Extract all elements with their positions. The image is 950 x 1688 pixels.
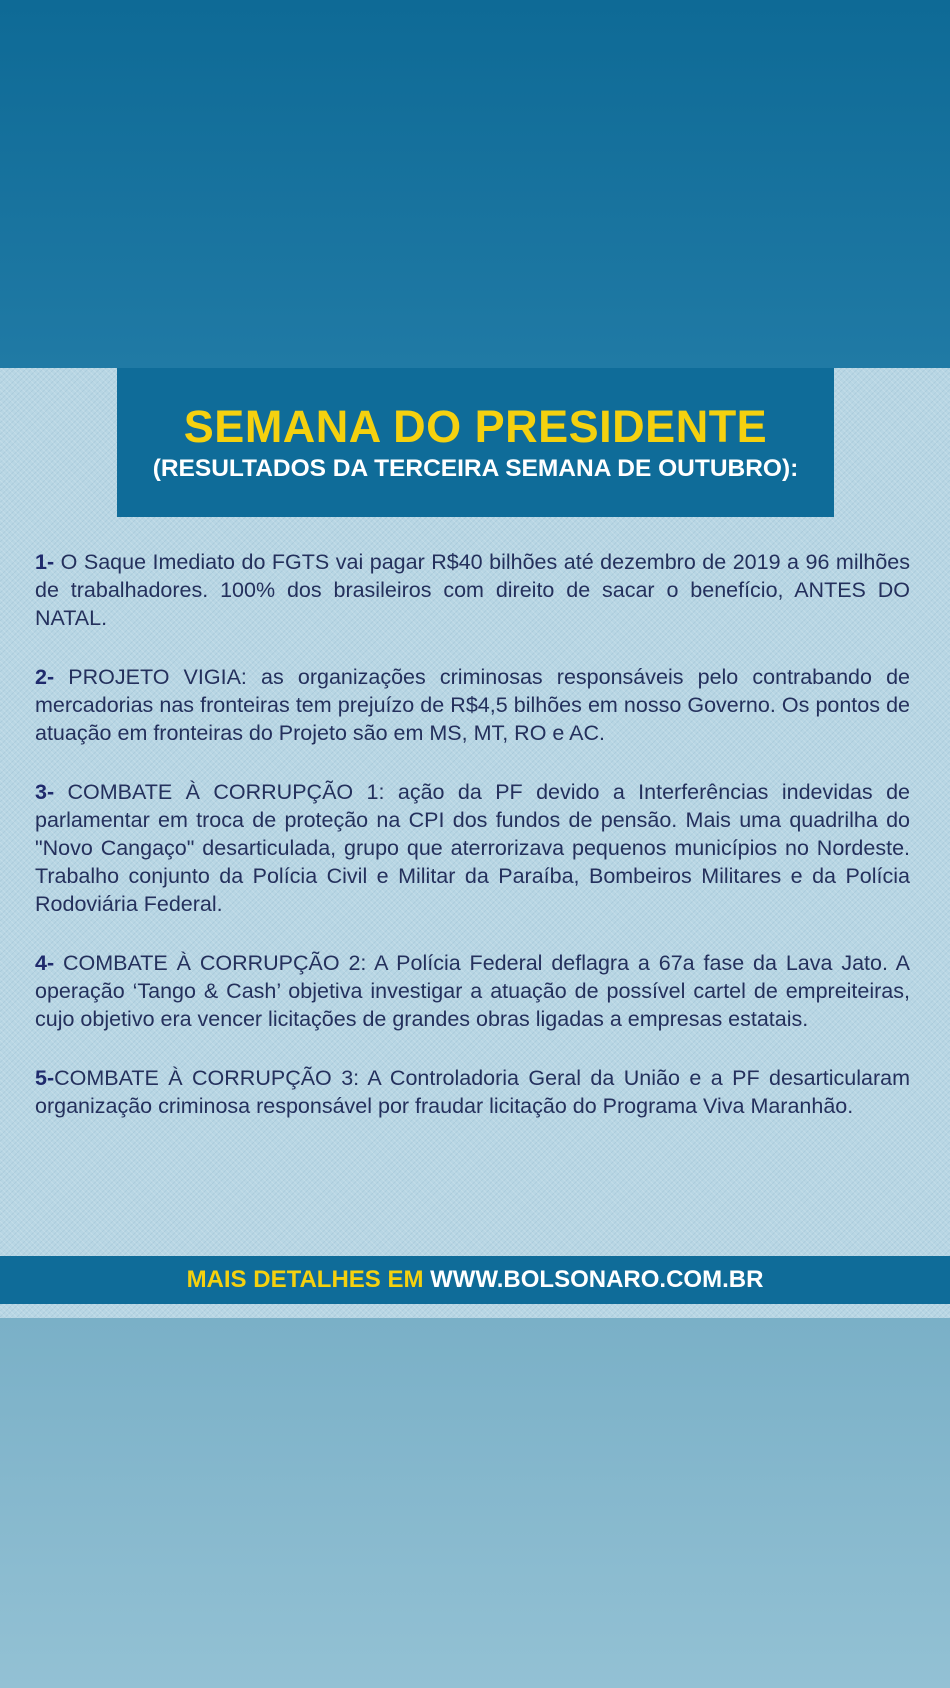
list-item: [35, 778, 910, 918]
top-background-band: [0, 0, 950, 368]
header-banner: [117, 368, 834, 517]
footer-banner: [0, 1256, 950, 1304]
results-list: [35, 548, 910, 1151]
item-number: 1-: [35, 550, 55, 574]
item-text: COMBATE À CORRUPÇÃO 3: A Controladoria Geral da União e a PF desarticularam organização criminosa responsável por fraudar licitação do Programa Viva Maranhão.: [35, 1066, 910, 1118]
item-number: 2-: [35, 665, 55, 689]
bottom-background-band: [0, 1318, 950, 1688]
item-number: 5-: [35, 1066, 55, 1090]
page-title: SEMANA DO PRESIDENTE: [183, 401, 768, 452]
item-text: PROJETO VIGIA: as organizações criminosas responsáveis pelo contrabando de mercadorias nas fronteiras tem prejuízo de R$4,5 bilhões em nosso Governo. Os pontos de atuação em fronteiras do Projeto são em MS, MT, RO e AC.: [35, 665, 910, 745]
item-text: O Saque Imediato do FGTS vai pagar R$40 bilhões até dezembro de 2019 a 96 milhões de trabalhadores. 100% dos brasileiros com direito de sacar o benefício, ANTES DO NATAL.: [35, 550, 910, 630]
list-item: [35, 663, 910, 747]
website-link[interactable]: WWW.BOLSONARO.COM.BR: [430, 1266, 764, 1293]
item-number: 3-: [35, 780, 55, 804]
page-subtitle: (RESULTADOS DA TERCEIRA SEMANA DE OUTUBRO):: [152, 455, 799, 482]
footer-prefix-text: MAIS DETALHES EM: [186, 1266, 431, 1293]
item-text: COMBATE À CORRUPÇÃO 2: A Polícia Federal deflagra a 67a fase da Lava Jato. A operação ‘Tango & Cash’ objetiva investigar a atuação de possível cartel de empreiteiras, cujo objetivo era vencer licitações de grandes obras ligadas a empresas estatais.: [35, 951, 910, 1031]
item-number: 4-: [35, 951, 55, 975]
list-item: [35, 1064, 910, 1120]
item-text: COMBATE À CORRUPÇÃO 1: ação da PF devido a Interferências indevidas de parlamentar em troca de proteção na CPI dos fundos de pensão. Mais uma quadrilha do "Novo Cangaço" desarticulada, grupo que aterrorizava pequenos municípios no Nordeste. Trabalho conjunto da Polícia Civil e Militar da Paraíba, Bombeiros Militares e da Polícia Rodoviária Federal.: [35, 780, 910, 916]
list-item: [35, 949, 910, 1033]
list-item: [35, 548, 910, 632]
